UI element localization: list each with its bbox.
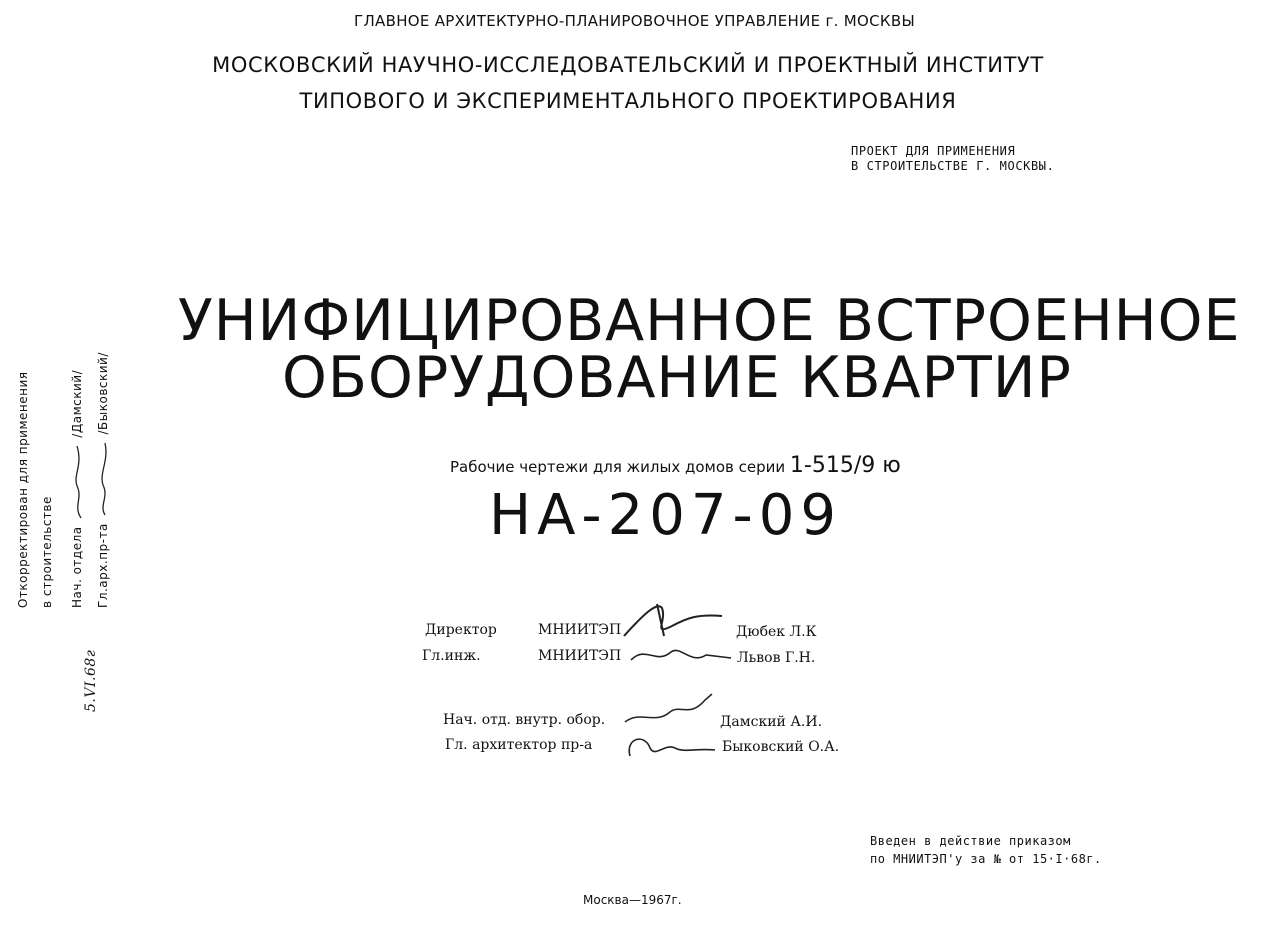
sidebar-date: 5.VI.68г	[83, 649, 99, 712]
sidebar-chief-architect	[96, 352, 111, 608]
handwritten-signature-sidebar-damsky	[71, 442, 85, 522]
subtitle	[450, 453, 901, 478]
signature-role: Нач. отд. внутр. обор.	[443, 712, 606, 728]
place-and-year: Москва—1967г.	[583, 893, 682, 907]
signature-name: Львов Г.Н.	[737, 650, 816, 666]
document-title-line-1: УНИФИЦИРОВАННОЕ ВСТРОЕННОЕ	[178, 288, 1241, 354]
handwritten-signature-dyubek	[612, 596, 732, 646]
institute-name-line-2: ТИПОВОГО И ЭКСПЕРИМЕНТАЛЬНОГО ПРОЕКТИРОВАНИЯ	[299, 89, 957, 113]
sidebar-dept-head	[70, 370, 85, 608]
signature-org: МНИИТЭП	[538, 648, 622, 664]
sidebar-chief-architect-name: /Быковский/	[96, 352, 110, 435]
handwritten-signature-sidebar-bykovsky	[97, 439, 111, 519]
directorate-heading: ГЛАВНОЕ АРХИТЕКТУРНО-ПЛАНИРОВОЧНОЕ УПРАВЛЕНИЕ г. МОСКВЫ	[354, 12, 915, 30]
decree-line-1: Введен в действие приказом	[870, 834, 1071, 848]
sidebar-dept-head-name: /Дамский/	[70, 369, 84, 438]
signature-row-chief-engineer	[422, 648, 481, 664]
signature-org: МНИИТЭП	[538, 622, 622, 638]
signature-row-dept-head	[443, 712, 605, 728]
series-number: 1-515/9 ю	[789, 453, 901, 478]
signature-name: Быковский О.А.	[722, 739, 840, 755]
decree-line-2: по МНИИТЭП'у за № от 15·I·68г.	[870, 852, 1102, 866]
signature-row-chief-architect	[445, 737, 592, 753]
institute-name-line-1: МОСКОВСКИЙ НАУЧНО-ИССЛЕДОВАТЕЛЬСКИЙ И ПРОЕКТНЫЙ ИНСТИТУТ	[212, 53, 1044, 77]
decree-note	[870, 832, 1102, 868]
handwritten-signature-bykovsky	[620, 728, 720, 764]
sidebar-correction-line-2: в строительстве	[40, 496, 54, 608]
handwritten-signature-damsky	[620, 690, 720, 730]
project-note-line-2: В СТРОИТЕЛЬСТВЕ Г. МОСКВЫ.	[851, 159, 1055, 173]
signature-name: Дюбек Л.К	[736, 624, 817, 640]
handwritten-signature-lvov	[626, 640, 736, 670]
document-code: НА-207-09	[489, 483, 842, 548]
document-title-line-2: ОБОРУДОВАНИЕ КВАРТИР	[282, 345, 1072, 411]
subtitle-text: Рабочие чертежи для жилых домов серии	[450, 458, 786, 476]
sidebar-correction-line-1: Откорректирован для применения	[16, 371, 30, 608]
project-note	[851, 144, 1054, 174]
signature-role: Гл. архитектор пр-а	[445, 737, 593, 753]
sidebar-dept-head-role: Нач. отдела	[70, 526, 84, 608]
sidebar-chief-architect-role: Гл.арх.пр-та	[96, 523, 110, 608]
project-note-line-1: ПРОЕКТ ДЛЯ ПРИМЕНЕНИЯ	[851, 144, 1016, 158]
signature-role: Гл.инж.	[422, 648, 481, 664]
signature-row-director	[425, 622, 497, 638]
signature-name: Дамский А.И.	[720, 714, 823, 730]
signature-role: Директор	[425, 622, 497, 638]
